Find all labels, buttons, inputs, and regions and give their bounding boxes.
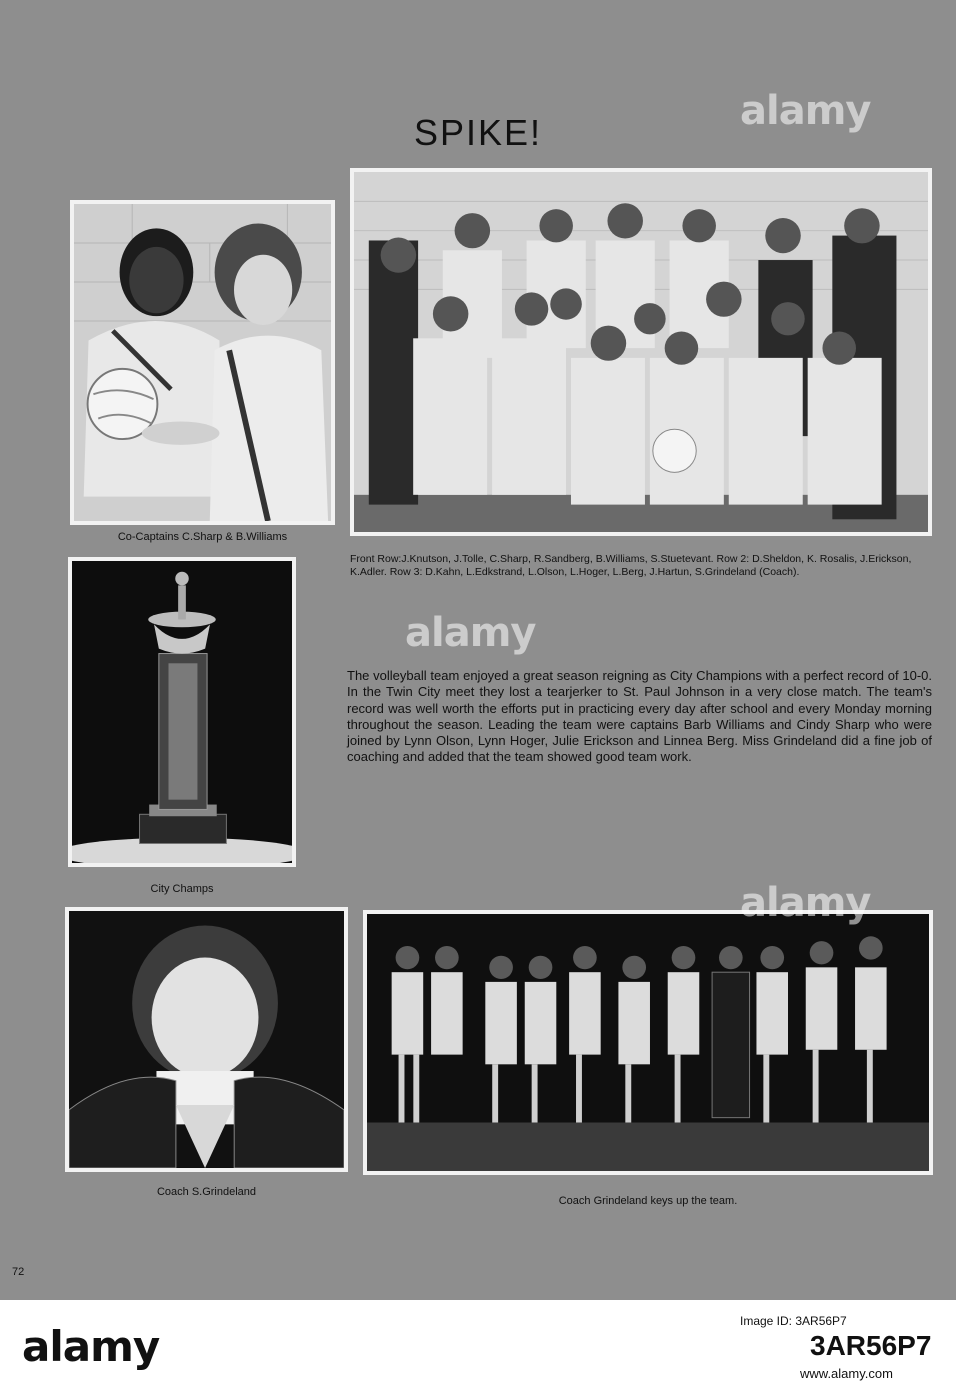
team-photo <box>350 168 932 536</box>
team-lineup-photo <box>363 910 933 1175</box>
image-code: 3AR56P7 <box>810 1330 932 1361</box>
article-body: The volleyball team enjoyed a great season reigning as City Champions with a perfect record of 10-0. In the Twin City meet they lost a tearjerker to St. Paul Johnson in a very close match. The team's record was well worth the efforts put in practicing every day after school and every Monday morning throughout the season. Leading the team were captains Barb Williams and Cindy Sharp who were joined by Lynn Olson, Lynn Hoger, Julie Erickson and Linnea Berg. Miss Grindeland did a fine job of coaching and added that the team showed good team work. <box>347 668 932 765</box>
page-title: SPIKE! <box>413 112 543 153</box>
team-roster-caption: Front Row:J.Knutson, J.Tolle, C.Sharp, R.Sandberg, B.Williams, S.Stuetevant. Row 2: D.Sheldon, K. Rosalis, J.Erickson, K.Adler. Row 3: D.Kahn, L.Edkstrand, L.Olson, L.Hoger, L.Berg, J.Hartun, S.Grindeland (Coach). <box>350 553 912 578</box>
watermark: alamy <box>740 88 871 134</box>
page-number: 72 <box>12 1266 25 1278</box>
site-url[interactable]: www.alamy.com <box>800 1366 893 1381</box>
coach-photo <box>65 907 348 1172</box>
stock-footer <box>0 1300 956 1390</box>
trophy-photo <box>68 557 296 867</box>
image-id-label: Image ID: 3AR56P7 <box>740 1314 847 1328</box>
watermark: alamy <box>740 880 871 926</box>
trophy-caption: City Champs <box>150 883 214 895</box>
co-captains-photo <box>70 200 335 525</box>
watermark: alamy <box>405 610 536 656</box>
co-captains-caption: Co-Captains C.Sharp & B.Williams <box>117 531 288 543</box>
team-lineup-caption: Coach Grindeland keys up the team. <box>558 1195 738 1207</box>
coach-caption: Coach S.Grindeland <box>156 1186 257 1198</box>
brand-logo: alamy <box>22 1322 160 1371</box>
